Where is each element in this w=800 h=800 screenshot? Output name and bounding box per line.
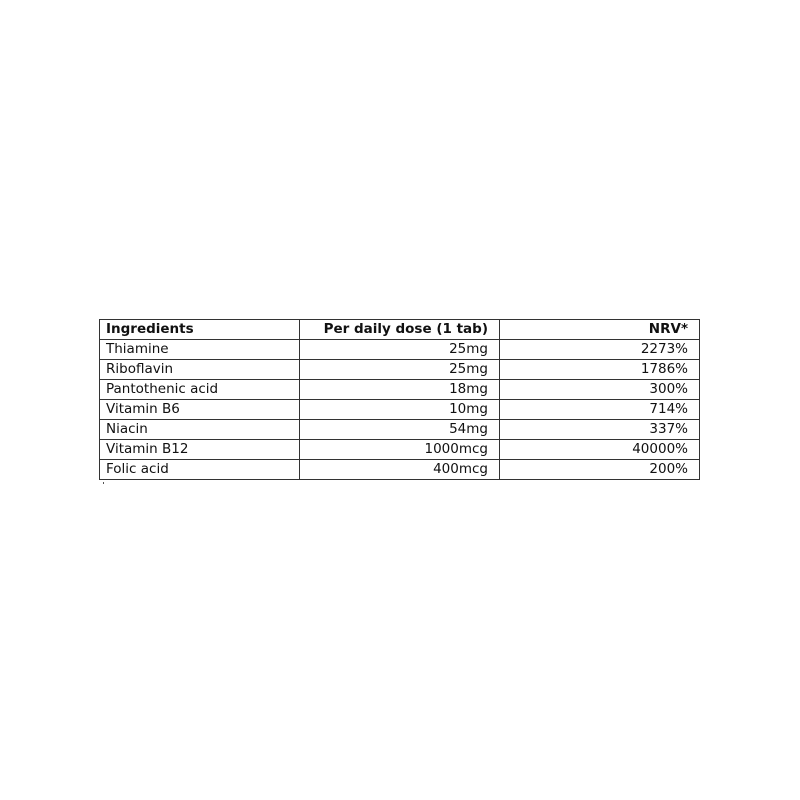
- table-header-row: [100, 320, 700, 340]
- table-row: [100, 340, 700, 360]
- table-row: [100, 440, 700, 460]
- ingredient-name: Thiamine: [100, 340, 300, 360]
- header-ingredients: Ingredients: [100, 320, 300, 340]
- ingredient-nrv: 337%: [500, 420, 700, 440]
- table-row: [100, 380, 700, 400]
- ingredient-nrv: 2273%: [500, 340, 700, 360]
- ingredient-name: Niacin: [100, 420, 300, 440]
- ingredient-dose: 25mg: [300, 340, 500, 360]
- ingredient-dose: 25mg: [300, 360, 500, 380]
- table-row: [100, 460, 700, 480]
- ingredient-nrv: 200%: [500, 460, 700, 480]
- header-daily-dose: Per daily dose (1 tab): [300, 320, 500, 340]
- ingredient-nrv: 1786%: [500, 360, 700, 380]
- nutrition-table: [99, 319, 700, 480]
- ingredient-nrv: 40000%: [500, 440, 700, 460]
- ingredient-nrv: 300%: [500, 380, 700, 400]
- ingredient-dose: 54mg: [300, 420, 500, 440]
- table-row: [100, 400, 700, 420]
- stray-mark: [103, 482, 104, 484]
- ingredient-name: Riboflavin: [100, 360, 300, 380]
- header-nrv: NRV*: [500, 320, 700, 340]
- ingredient-name: Vitamin B6: [100, 400, 300, 420]
- table-row: [100, 360, 700, 380]
- ingredient-dose: 18mg: [300, 380, 500, 400]
- ingredient-name: Vitamin B12: [100, 440, 300, 460]
- ingredient-dose: 10mg: [300, 400, 500, 420]
- ingredient-name: Folic acid: [100, 460, 300, 480]
- ingredient-dose: 1000mcg: [300, 440, 500, 460]
- ingredient-name: Pantothenic acid: [100, 380, 300, 400]
- ingredient-nrv: 714%: [500, 400, 700, 420]
- ingredient-dose: 400mcg: [300, 460, 500, 480]
- table-row: [100, 420, 700, 440]
